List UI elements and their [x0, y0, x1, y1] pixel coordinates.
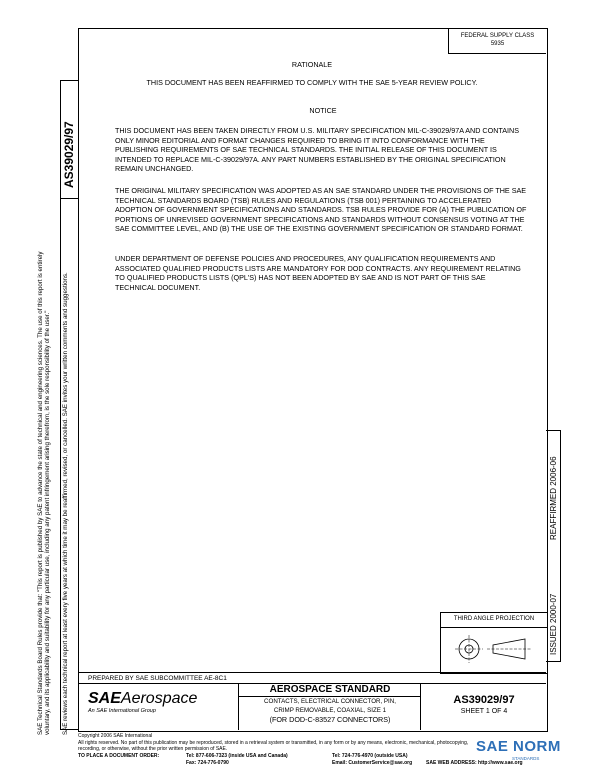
sae-aerospace-logo [88, 690, 238, 726]
desc-line-2: CRIMP REMOVABLE, COAXIAL, SIZE 1 [273, 707, 387, 714]
fax: Fax: 724-776-0790 [186, 760, 229, 766]
rights-line-2: recording, or otherwise, without the prior written permission of SAE. [78, 746, 228, 752]
logo-sub: An SAE International Group [88, 708, 156, 714]
prepared-by: PREPARED BY SAE SUBCOMMITTEE AE-8C1 [88, 675, 227, 682]
web-address[interactable]: SAE WEB ADDRESS: http://www.sae.org [426, 760, 523, 766]
projection-label: THIRD ANGLE PROJECTION [453, 616, 535, 622]
desc-line-1: CONTACTS, ELECTRICAL CONNECTOR, PIN, [264, 698, 396, 705]
sheet-number: SHEET 1 OF 4 [460, 708, 508, 715]
fsc-label: FEDERAL SUPPLY CLASS [460, 33, 535, 39]
side-doc-number: AS39029/97 [62, 121, 76, 188]
rationale-text: THIS DOCUMENT HAS BEEN REAFFIRMED TO COMPLY WITH THE SAE 5-YEAR REVIEW POLICY. [146, 78, 478, 87]
notice-heading: NOTICE [309, 106, 337, 115]
watermark-logo: SAE NORM [476, 738, 561, 755]
disclaimer-line-2: voluntary, and its applicability and suitability for any particular use, including any patent infringement arising therefrom, is the sole responsibility of the user." [44, 310, 51, 735]
disclaimer-line-3: SAE reviews each technical report at least every five years at which time it may be reaffirmed, revised, or cancelled. SAE invites your written comments and suggestions. [62, 272, 69, 735]
tel-intl: Tel: 724-776-4970 (outside USA) [332, 753, 408, 759]
issued-date: ISSUED 2000-07 [549, 593, 558, 655]
standard-description [240, 697, 420, 724]
watermark-sub: STANDARDS [512, 756, 540, 761]
reaffirmed-date: REAFFIRMED 2006-06 [549, 456, 558, 540]
logo-aerospace: Aerospace [120, 690, 198, 707]
rights-line-1: All rights reserved. No part of this publication may be reproduced, stored in a retrieval system or transmitted, in any form or by any means, electronic, mechanical, photocopying, [78, 740, 469, 746]
order-label: TO PLACE A DOCUMENT ORDER: [78, 753, 160, 759]
standard-title: AEROSPACE STANDARD [269, 684, 391, 695]
notice-paragraph-2: THE ORIGINAL MILITARY SPECIFICATION WAS ADOPTED AS AN SAE STANDARD UNDER THE PROVISIONS OF THE SAE TECHNICAL STANDARDS BOARD (TSB) RULES AND REGULATIONS (TSB 001) PERTAINING TO ACCELERATED ADOPTION OF GOVERNMENT SPECIFICATIONS AND STANDARDS. TSB RULES PROVIDE FOR (A) THE PUBLICATION OF PORTIONS OF UNREVISED GOVERNMENT SPECIFICATIONS AND STANDARDS WITHOUT CONSENSUS VOTING AT THE SAE COMMITTEE LEVEL, AND (B) THE USE OF THE EXISTING GOVERNMENT SPECIFICATION OR STANDARD FORMAT. [115, 186, 527, 234]
rationale-heading: RATIONALE [291, 60, 333, 69]
notice-paragraph-1: THIS DOCUMENT HAS BEEN TAKEN DIRECTLY FROM U.S. MILITARY SPECIFICATION MIL-C-39029/97A AND CONTAINS ONLY MINOR EDITORIAL AND FORMAT CHANGES REQUIRED TO BRING IT INTO CONFORMANCE WITH THE PUBLISHING REQUIREMENTS OF SAE TECHNICAL STANDARDS. THE INITIAL RELEASE OF THIS DOCUMENT IS INTENDED TO REPLACE MIL-C-39029/97A. ANY PART NUMBERS ESTABLISHED BY THE ORIGINAL SPECIFICATION REMAIN UNCHANGED. [115, 126, 520, 174]
disclaimer-line-1: SAE Technical Standards Board Rules provide that: "This report is published by SAE to advance the state of technical and engineering sciences. The use of this report is entirely [37, 251, 44, 735]
email[interactable]: Email: CustomerService@sae.org [332, 760, 413, 766]
third-angle-projection [440, 612, 547, 674]
desc-line-3: (FOR DOD-C-83527 CONNECTORS) [269, 715, 391, 724]
federal-supply-class [448, 28, 546, 54]
tel-us: Tel: 877-606-7323 (inside USA and Canada) [186, 753, 288, 759]
logo-sae: SAE [88, 690, 121, 707]
copyright: Copyright 2006 SAE International [78, 733, 153, 739]
notice-paragraph-3: UNDER DEPARTMENT OF DEFENSE POLICIES AND PROCEDURES, ANY QUALIFICATION REQUIREMENTS AND ASSOCIATED QUALIFIED PRODUCTS LISTS ARE MANDATORY FOR DOD CONTRACTS. ANY REQUIREMENT RELATING TO QUALIFIED PRODUCTS LISTS (QPL'S) HAS NOT BEEN ADOPTED BY SAE AND IS NOT PART OF THIS SAE TECHNICAL DOCUMENT. [115, 254, 521, 292]
fsc-number: 5935 [490, 41, 505, 47]
title-doc-number: AS39029/97 [453, 694, 515, 706]
projection-symbol-icon [453, 631, 537, 667]
